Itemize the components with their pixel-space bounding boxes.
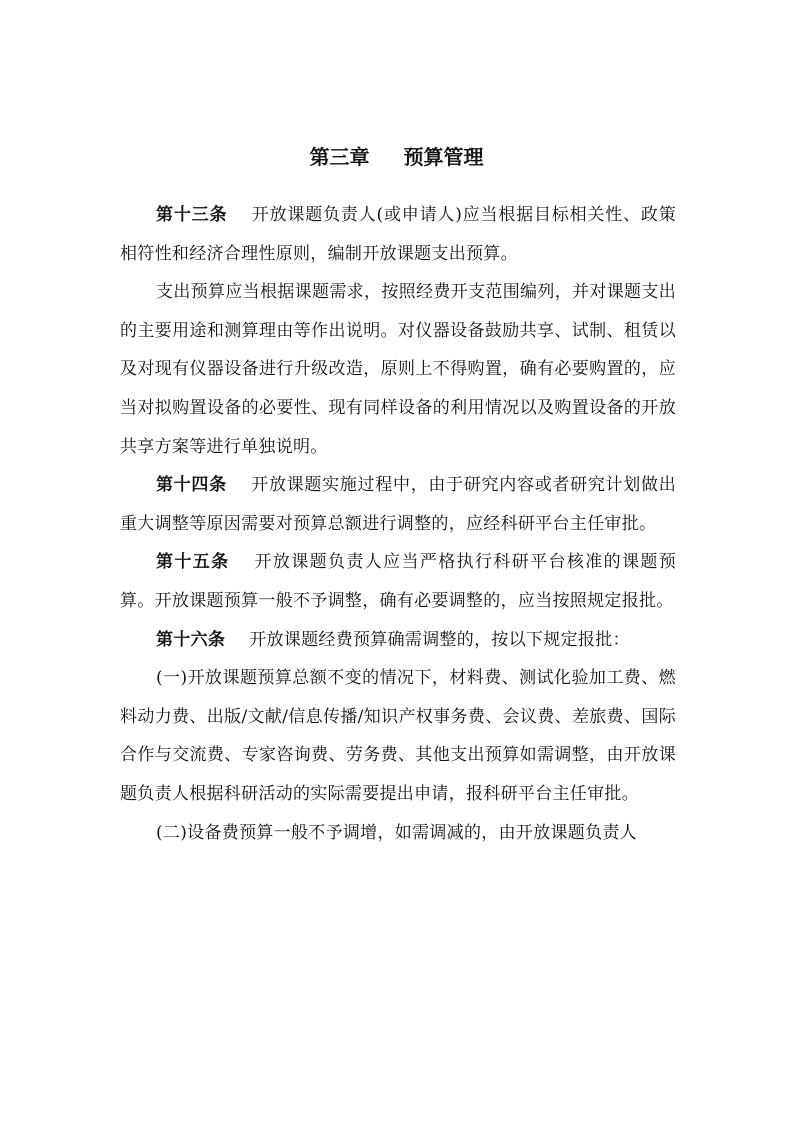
paragraph-text: (一)开放课题预算总额不变的情况下，材料费、测试化验加工费、燃料动力费、出版/文献/信息传播/知识产权事务费、会议费、差旅费、国际合作与交流费、专家咨询费、劳务费、其他支出预算如需调整，由开放课题负责人根据科研活动的实际需要提出申请，报科研平台主任审批。 xyxy=(120,668,676,804)
article-number: 第十六条 xyxy=(156,629,226,650)
paragraph-budget-explanation xyxy=(120,273,676,466)
paragraph-article-15 xyxy=(120,543,676,620)
chapter-title xyxy=(0,142,793,172)
paragraph-text: 开放课题负责人应当严格执行科研平台核准的课题预算。开放课题预算一般不予调整，确有必要调整的，应当按照规定报批。 xyxy=(120,552,676,611)
paragraph-text: (二)设备费预算一般不予调增，如需调减的，由开放课题负责人 xyxy=(156,822,637,843)
paragraph-item-1 xyxy=(120,659,676,813)
article-number: 第十四条 xyxy=(156,475,227,496)
article-number: 第十三条 xyxy=(156,205,228,225)
paragraph-text: 开放课题经费预算确需调整的，按以下规定报批： xyxy=(249,629,630,650)
paragraph-text: 开放课题实施过程中，由于研究内容或者研究计划做出重大调整等原因需要对预算总额进行调整的，应经科研平台主任审批。 xyxy=(120,475,676,534)
chapter-name: 预算管理 xyxy=(403,145,484,169)
article-number: 第十五条 xyxy=(156,552,230,573)
paragraph-article-13 xyxy=(120,196,676,273)
paragraph-text: 支出预算应当根据课题需求，按照经费开支范围编列，并对课题支出的主要用途和测算理由等作出说明。对仪器设备鼓励共享、试制、租赁以及对现有仪器设备进行升级改造，原则上不得购置，确有必要购置的，应当对拟购置设备的必要性、现有同样设备的利用情况以及购置设备的开放共享方案等进行单独说明。 xyxy=(120,282,676,457)
chapter-number: 第三章 xyxy=(309,145,370,169)
paragraph-text: 开放课题负责人(或申请人)应当根据目标相关性、政策相符性和经济合理性原则，编制开放课题支出预算。 xyxy=(120,205,677,264)
paragraph-article-16 xyxy=(120,621,676,660)
paragraph-item-2 xyxy=(120,814,676,853)
document-body xyxy=(120,196,676,852)
paragraph-article-14 xyxy=(120,466,676,543)
